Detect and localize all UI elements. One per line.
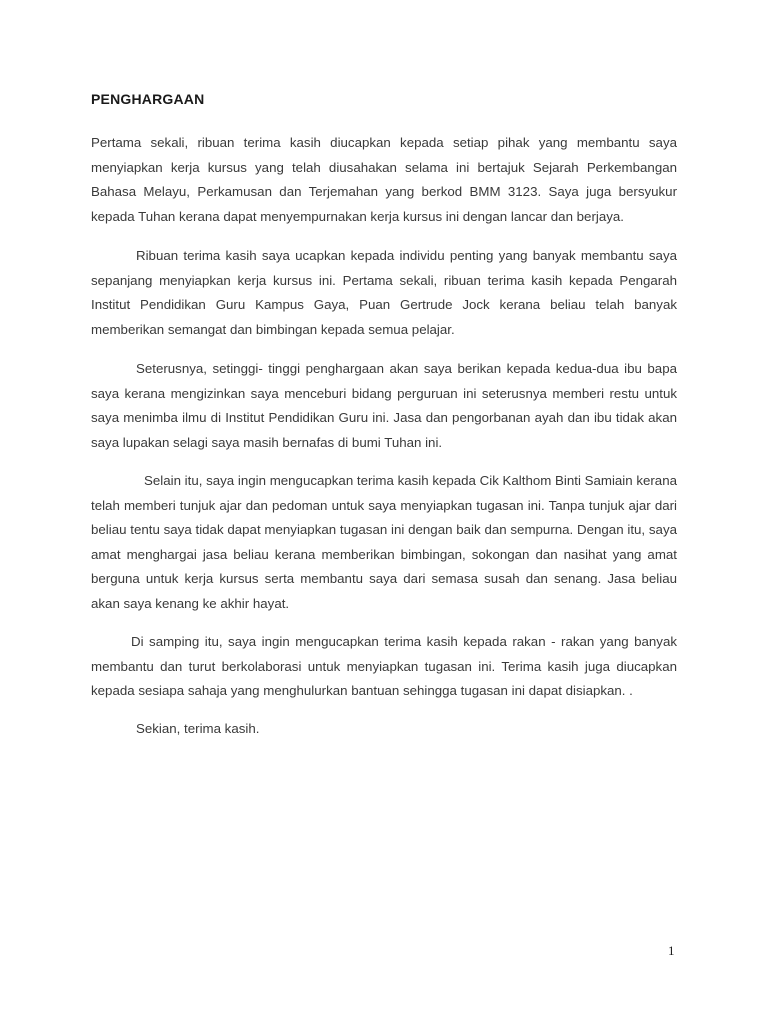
paragraph-4: Selain itu, saya ingin mengucapkan terima kasih kepada Cik Kalthom Binti Samiain kerana telah memberi tunjuk ajar dan pedoman untuk saya menyiapkan tugasan ini. Tanpa tunjuk ajar dari beliau tentu saya tidak dapat menyiapkan tugasan ini dengan baik dan sempurna. Dengan itu, saya amat menghargai jasa beliau kerana memberikan bimbingan, sokongan dan nasihat yang amat berguna untuk kerja kursus serta membantu saya dari semasa susah dan senang. Jasa beliau akan saya kenang ke akhir hayat. (91, 473, 677, 611)
page-title: PENGHARGAAN (91, 91, 205, 107)
paragraph-3: Seterusnya, setinggi- tinggi penghargaan akan saya berikan kepada kedua-dua ibu bapa saya kerana mengizinkan saya menceburi bidang perguruan ini seterusnya memberi restu untuk saya menimba ilmu di Institut Pendidikan Guru ini. Jasa dan pengorbanan ayah dan ibu tidak akan saya lupakan selagi saya masih bernafas di bumi Tuhan ini. (91, 361, 677, 450)
document-body (91, 131, 677, 741)
paragraph-2: Ribuan terima kasih saya ucapkan kepada individu penting yang banyak membantu saya sepanjang menyiapkan kerja kursus ini. Pertama sekali, ribuan terima kasih kepada Pengarah Institut Pendidikan Guru Kampus Gaya, Puan Gertrude Jock kerana beliau telah banyak memberikan semangat dan bimbingan kepada semua pelajar. (91, 248, 677, 337)
closing-line: Sekian, terima kasih. (136, 720, 260, 736)
paragraph-1: Pertama sekali, ribuan terima kasih diucapkan kepada setiap pihak yang membantu saya menyiapkan kerja kursus yang telah diusahakan selama ini bertajuk Sejarah Perkembangan Bahasa Melayu, Perkamusan dan Terjemahan yang berkod BMM 3123. Saya juga bersyukur kepada Tuhan kerana dapat menyempurnakan kerja kursus ini dengan lancar dan berjaya. (91, 135, 677, 224)
page-number: 1 (668, 943, 675, 958)
paragraph-5: Di samping itu, saya ingin mengucapkan terima kasih kepada rakan - rakan yang banyak membantu dan turut berkolaborasi untuk menyiapkan tugasan ini. Terima kasih juga diucapkan kepada sesiapa sahaja yang menghulurkan bantuan sehingga tugasan ini dapat disiapkan. . (91, 634, 677, 698)
